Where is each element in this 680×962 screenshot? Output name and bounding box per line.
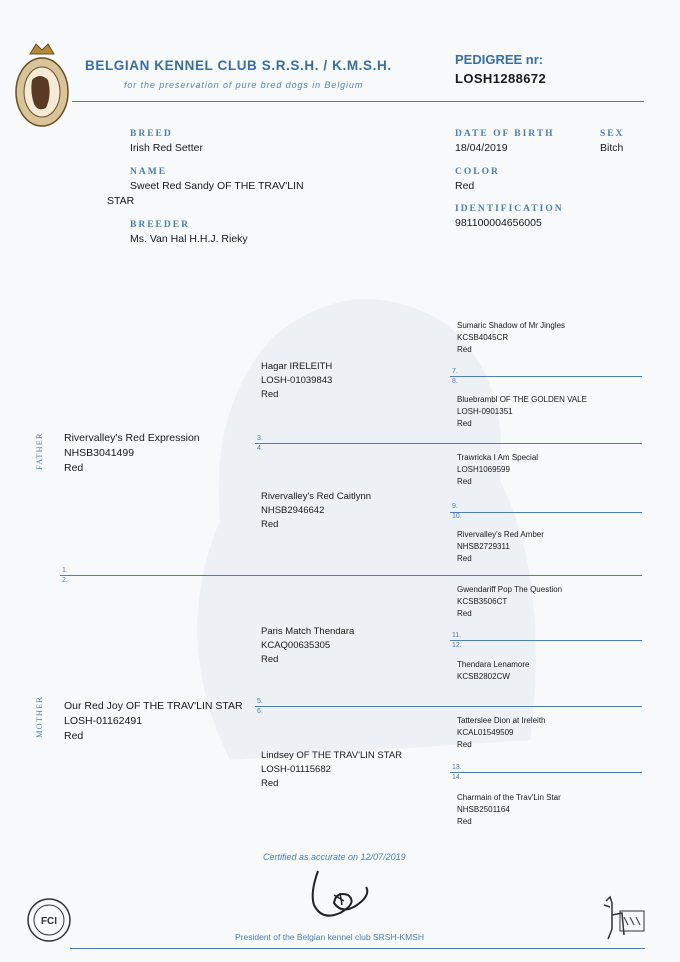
father-name: Rivervalley's Red Expression <box>64 432 200 444</box>
name-label: NAME <box>130 167 168 177</box>
num-7: 7. <box>452 368 458 375</box>
line-7-8 <box>450 376 642 377</box>
mother-side-label: MOTHER <box>34 696 44 738</box>
club-title: BELGIAN KENNEL CLUB S.R.S.H. / K.M.S.H. <box>85 58 392 73</box>
ggp-color: Red <box>457 740 472 749</box>
grandparent-color: Red <box>261 654 279 665</box>
sex-value: Bitch <box>600 142 624 154</box>
ggp-name: Charmain of the Trav'Lin Star <box>457 793 561 802</box>
line-11-12 <box>450 640 642 641</box>
line-5-6 <box>255 706 642 707</box>
mother-reg: LOSH-01162491 <box>64 715 143 727</box>
color-label: COLOR <box>455 167 500 177</box>
father-side-label: FATHER <box>34 432 44 470</box>
great-grandparent-entry <box>457 584 562 620</box>
great-grandparent-entry <box>457 394 587 430</box>
ggp-name: Sumaric Shadow of Mr Jingles <box>457 321 566 330</box>
father-reg: NHSB3041499 <box>64 447 135 459</box>
name-value-line2: STAR <box>107 195 135 207</box>
ggp-color: Red <box>457 345 472 354</box>
grandparent-entry <box>261 490 371 532</box>
footer-rule <box>70 948 645 949</box>
sex-label: SEX <box>600 129 625 139</box>
dob-value: 18/04/2019 <box>455 142 508 154</box>
grandparent-reg: NHSB2946642 <box>261 505 325 516</box>
color-value: Red <box>455 180 475 192</box>
grandparent-name: Paris Match Thendara <box>261 626 355 637</box>
grandparent-name: Lindsey OF THE TRAV'LIN STAR <box>261 750 403 761</box>
grandparent-color: Red <box>261 778 279 789</box>
num-4: 4. <box>257 445 263 452</box>
num-8: 8. <box>452 378 458 385</box>
club-subtitle: for the preservation of pure bred dogs in Belgium <box>124 80 364 90</box>
father-entry <box>64 431 200 476</box>
num-3: 3. <box>257 435 263 442</box>
grandparent-entry <box>261 749 402 791</box>
ggp-reg: LOSH1069599 <box>457 465 510 474</box>
grandparent-entry <box>261 625 354 667</box>
identification-label: IDENTIFICATION <box>455 204 564 214</box>
num-1: 1. <box>62 567 68 574</box>
great-grandparent-entry <box>457 320 565 356</box>
ggp-color: Red <box>457 419 472 428</box>
ggp-color: Red <box>457 554 472 563</box>
ggp-reg: NHSB2501164 <box>457 805 510 814</box>
ggp-name: Gwendariff Pop The Question <box>457 585 563 594</box>
ggp-reg: LOSH-0901351 <box>457 407 513 416</box>
num-13: 13. <box>452 764 462 771</box>
mother-entry <box>64 699 243 744</box>
ggp-color: Red <box>457 609 472 618</box>
mother-color: Red <box>64 730 84 742</box>
grandparent-reg: KCAQ00635305 <box>261 640 331 651</box>
identification-value: 981100004656005 <box>455 217 542 229</box>
ggp-reg: KCSB4045CR <box>457 333 509 342</box>
line-9-10 <box>450 512 642 513</box>
great-grandparent-entry <box>457 659 530 683</box>
num-11: 11. <box>452 632 462 639</box>
great-grandparent-entry <box>457 452 538 488</box>
ggp-name: Bluebrambl OF THE GOLDEN VALE <box>457 395 587 404</box>
ggp-reg: KCAL01549509 <box>457 728 514 737</box>
line-13-14 <box>450 772 642 773</box>
num-5: 5. <box>257 698 263 705</box>
name-value-line1: Sweet Red Sandy OF THE TRAV'LIN <box>130 180 304 192</box>
pedigree-label: PEDIGREE nr: <box>455 52 544 67</box>
great-grandparent-entry <box>457 792 561 828</box>
svg-text:FCI: FCI <box>40 916 58 927</box>
num-10: 10. <box>452 513 462 520</box>
grandparent-reg: LOSH-01039843 <box>261 375 333 386</box>
line-1-2 <box>60 575 642 576</box>
num-12: 12. <box>452 642 462 649</box>
ggp-color: Red <box>457 477 472 486</box>
grandparent-reg: LOSH-01115682 <box>261 764 331 775</box>
father-color: Red <box>64 462 84 474</box>
ggp-color: Red <box>457 817 472 826</box>
breeder-label: BREEDER <box>130 220 190 230</box>
line-3-4 <box>255 443 642 444</box>
ksmh-logo-icon <box>598 895 648 943</box>
pedigree-number: LOSH1288672 <box>455 71 547 86</box>
president-text: President of the Belgian kennel club SRSH-KMSH <box>235 932 424 942</box>
ggp-reg: KCSB2802CW <box>457 672 510 681</box>
signature-icon <box>300 865 380 925</box>
breeder-value: Ms. Van Hal H.H.J. Rieky <box>130 233 248 245</box>
ggp-reg: NHSB2729311 <box>457 542 510 551</box>
crest-logo-icon <box>10 40 74 136</box>
dob-label: DATE OF BIRTH <box>455 129 555 139</box>
num-14: 14. <box>452 774 462 781</box>
mother-name: Our Red Joy OF THE TRAV'LIN STAR <box>64 700 243 712</box>
certified-text: Certified as accurate on 12/07/2019 <box>263 852 406 862</box>
fci-seal-icon <box>26 897 72 943</box>
grandparent-name: Hagar IRELEITH <box>261 361 333 372</box>
grandparent-entry <box>261 360 332 402</box>
num-6: 6. <box>257 708 263 715</box>
great-grandparent-entry <box>457 529 544 565</box>
num-9: 9. <box>452 503 458 510</box>
ggp-name: Rivervalley's Red Amber <box>457 530 544 539</box>
great-grandparent-entry <box>457 715 546 751</box>
header-rule <box>72 101 644 102</box>
ggp-name: Thendara Lenamore <box>457 660 530 669</box>
breed-value: Irish Red Setter <box>130 142 203 154</box>
ggp-name: Tatterslee Dion at Ireleith <box>457 716 546 725</box>
grandparent-color: Red <box>261 519 279 530</box>
ggp-reg: KCSB3506CT <box>457 597 508 606</box>
ggp-name: Trawricka I Am Special <box>457 453 539 462</box>
grandparent-name: Rivervalley's Red Caitlynn <box>261 491 372 502</box>
num-2: 2. <box>62 577 68 584</box>
grandparent-color: Red <box>261 389 279 400</box>
breed-label: BREED <box>130 129 173 139</box>
